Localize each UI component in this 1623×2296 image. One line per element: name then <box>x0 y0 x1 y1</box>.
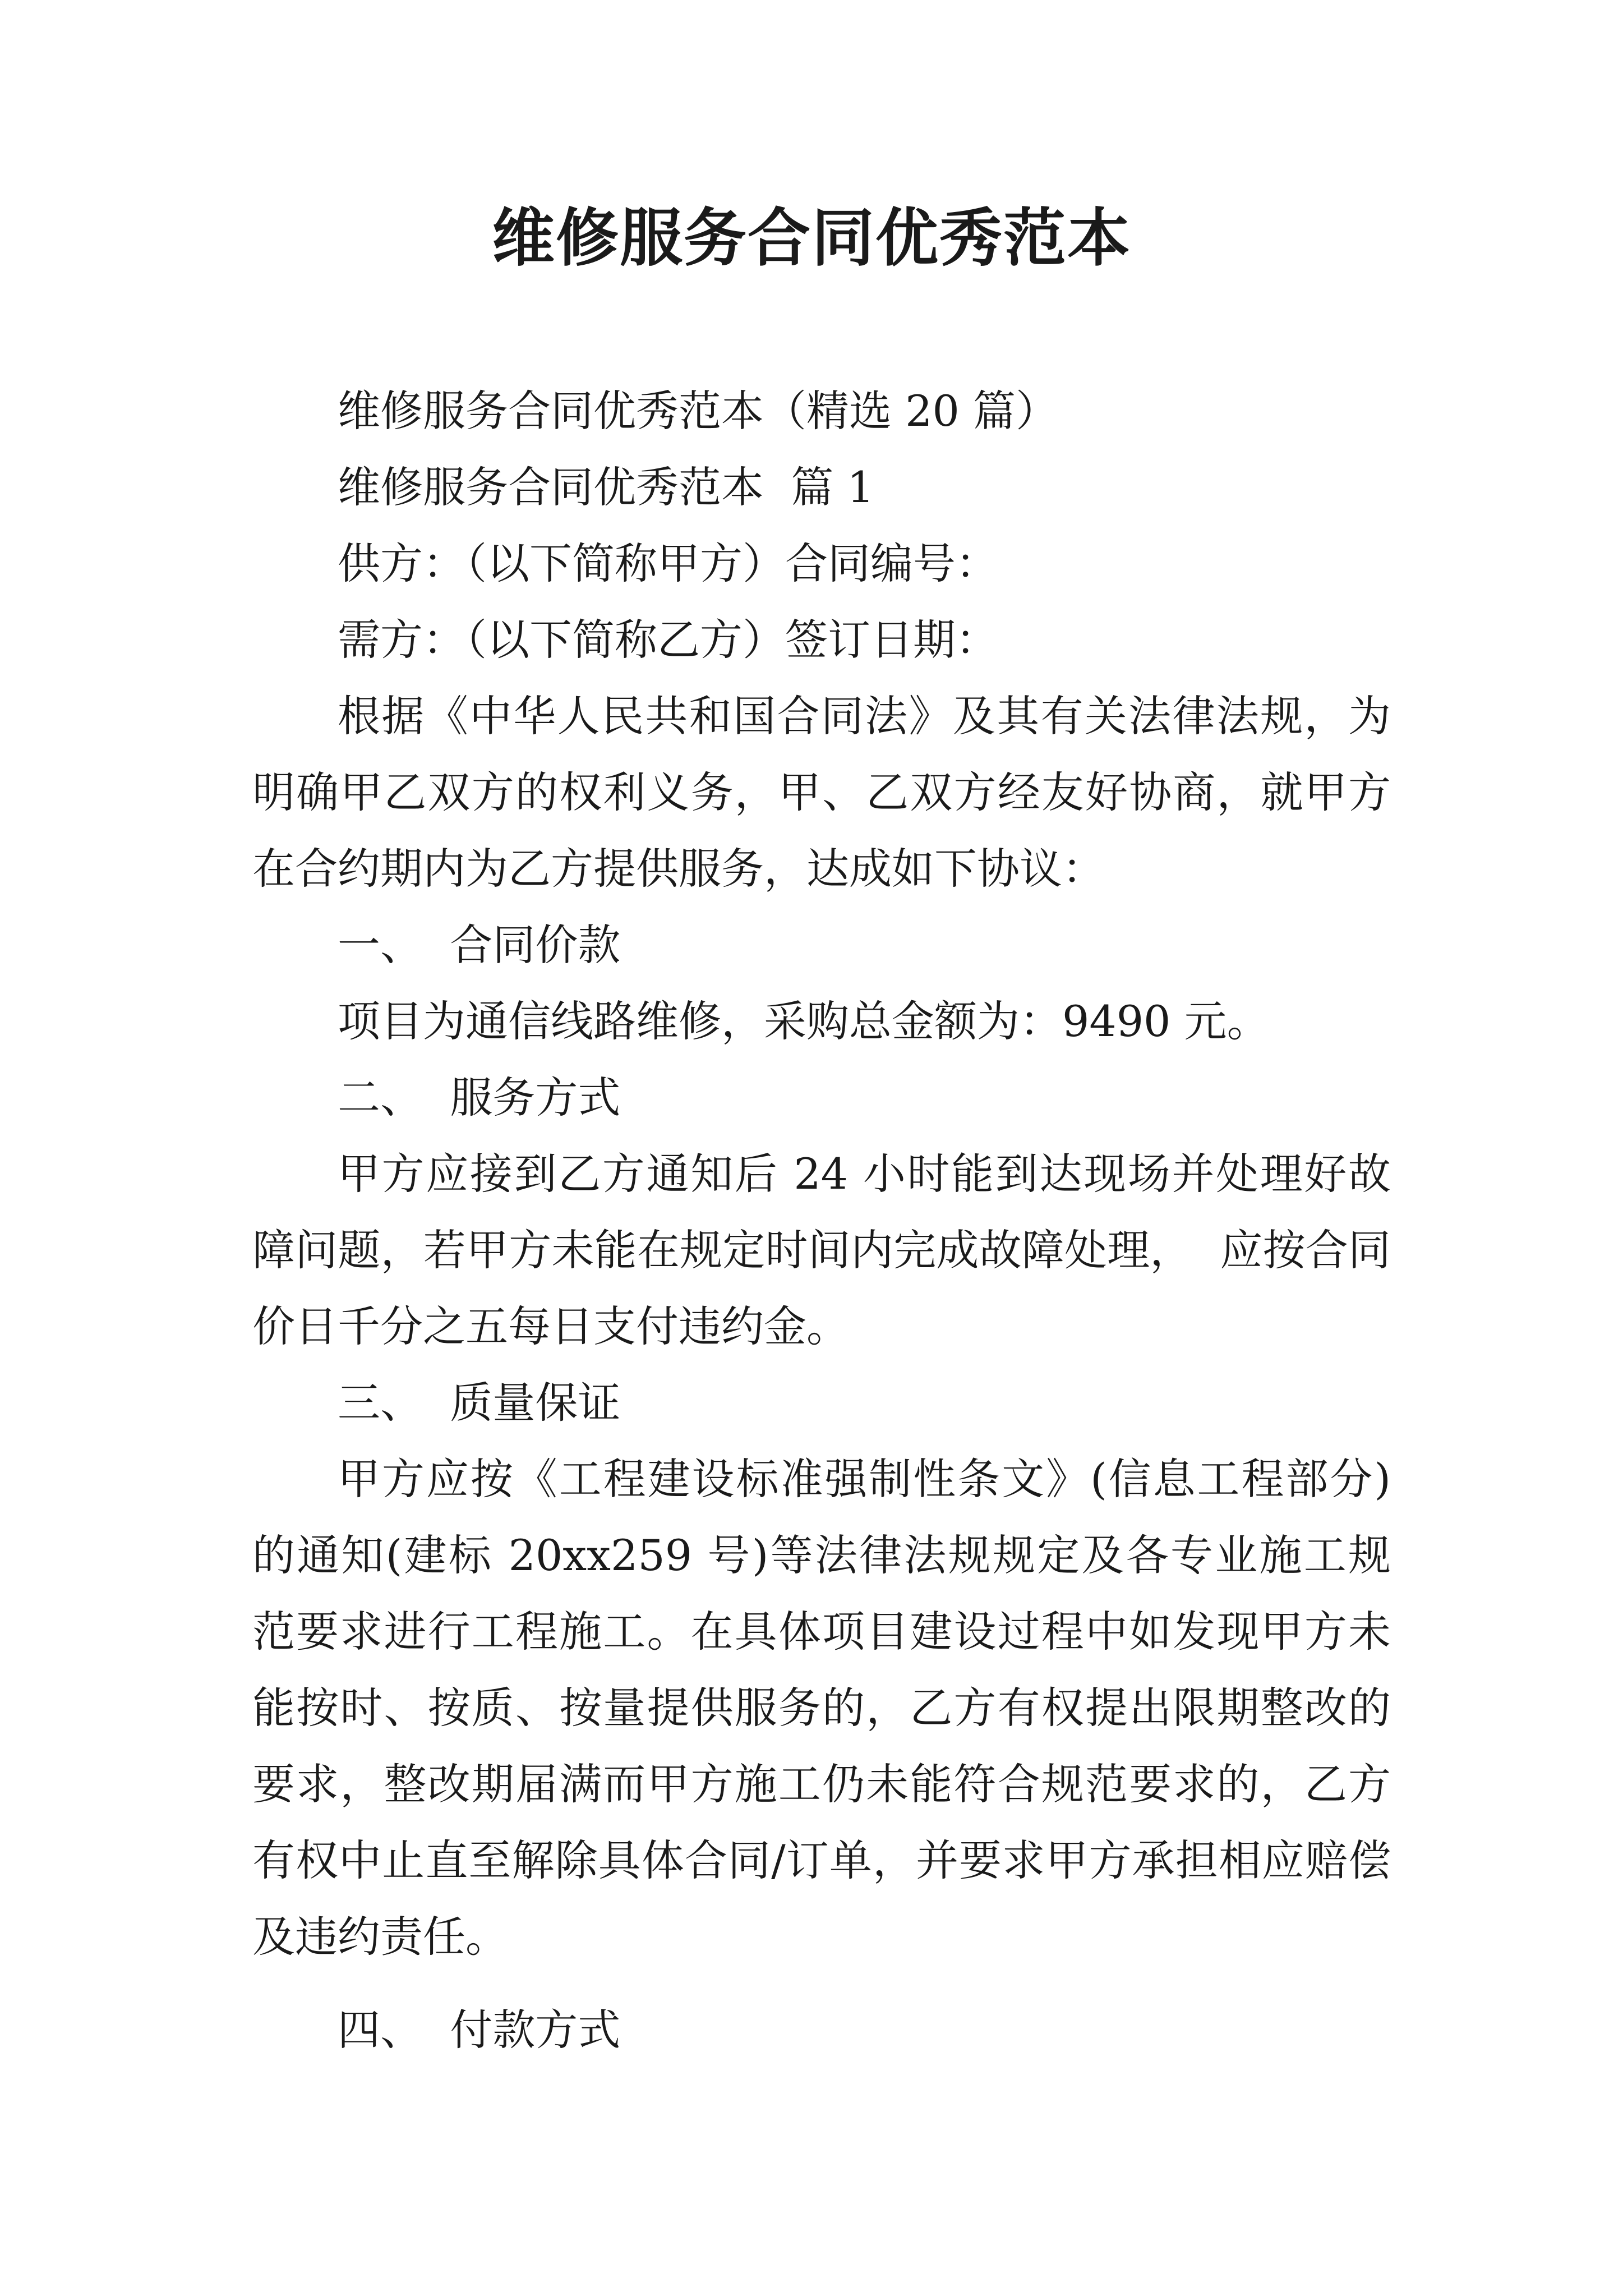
heading-payment-method: 四、 付款方式 <box>338 2005 621 2055</box>
heading-contract-price: 一、 合同价款 <box>338 920 621 970</box>
subtitle-paragraph: 维修服务合同优秀范本（精选 20 篇） <box>338 386 1059 436</box>
preamble-paragraph: 根据《中华人民共和国合同法》及其有关法律法规，为明确甲乙双方的权利义务，甲、乙双方经友好协商，就甲方在合约期内为乙方提供服务，达成如下协议： <box>252 691 1391 894</box>
document-body <box>252 373 1391 2068</box>
heading-service-method: 二、 服务方式 <box>338 1073 621 1122</box>
document-title: 维修服务合同优秀范本 <box>492 202 1131 275</box>
service-method-paragraph: 甲方应接到乙方通知后 24 小时能到达现场并处理好故障问题，若甲方未能在规定时间内完成故障处理， 应按合同价日千分之五每日支付违约金。 <box>252 1149 1391 1351</box>
contract-price-paragraph: 项目为通信线路维修，采购总金额为：9490 元。 <box>338 996 1270 1046</box>
supplier-line: 供方：（以下简称甲方）合同编号： <box>338 539 998 588</box>
buyer-line: 需方：（以下简称乙方）签订日期： <box>338 615 998 665</box>
quality-assurance-paragraph: 甲方应按《工程建设标准强制性条文》(信息工程部分)的通知(建标 20xx259 号)等法律法规规定及各专业施工规范要求进行工程施工。在具体项目建设过程中如发现甲方未能按时、按质、按量提供服务的，乙方有权提出限期整改的要求，整改期届满而甲方施工仍未能符合规范要求的，乙方有权中止直至解除具体合同/订单，并要求甲方承担相应赔偿及违约责任。 <box>252 1454 1391 1962</box>
heading-quality-assurance: 三、 质量保证 <box>338 1378 621 1428</box>
section-title-paragraph: 维修服务合同优秀范本 篇 1 <box>338 462 874 512</box>
